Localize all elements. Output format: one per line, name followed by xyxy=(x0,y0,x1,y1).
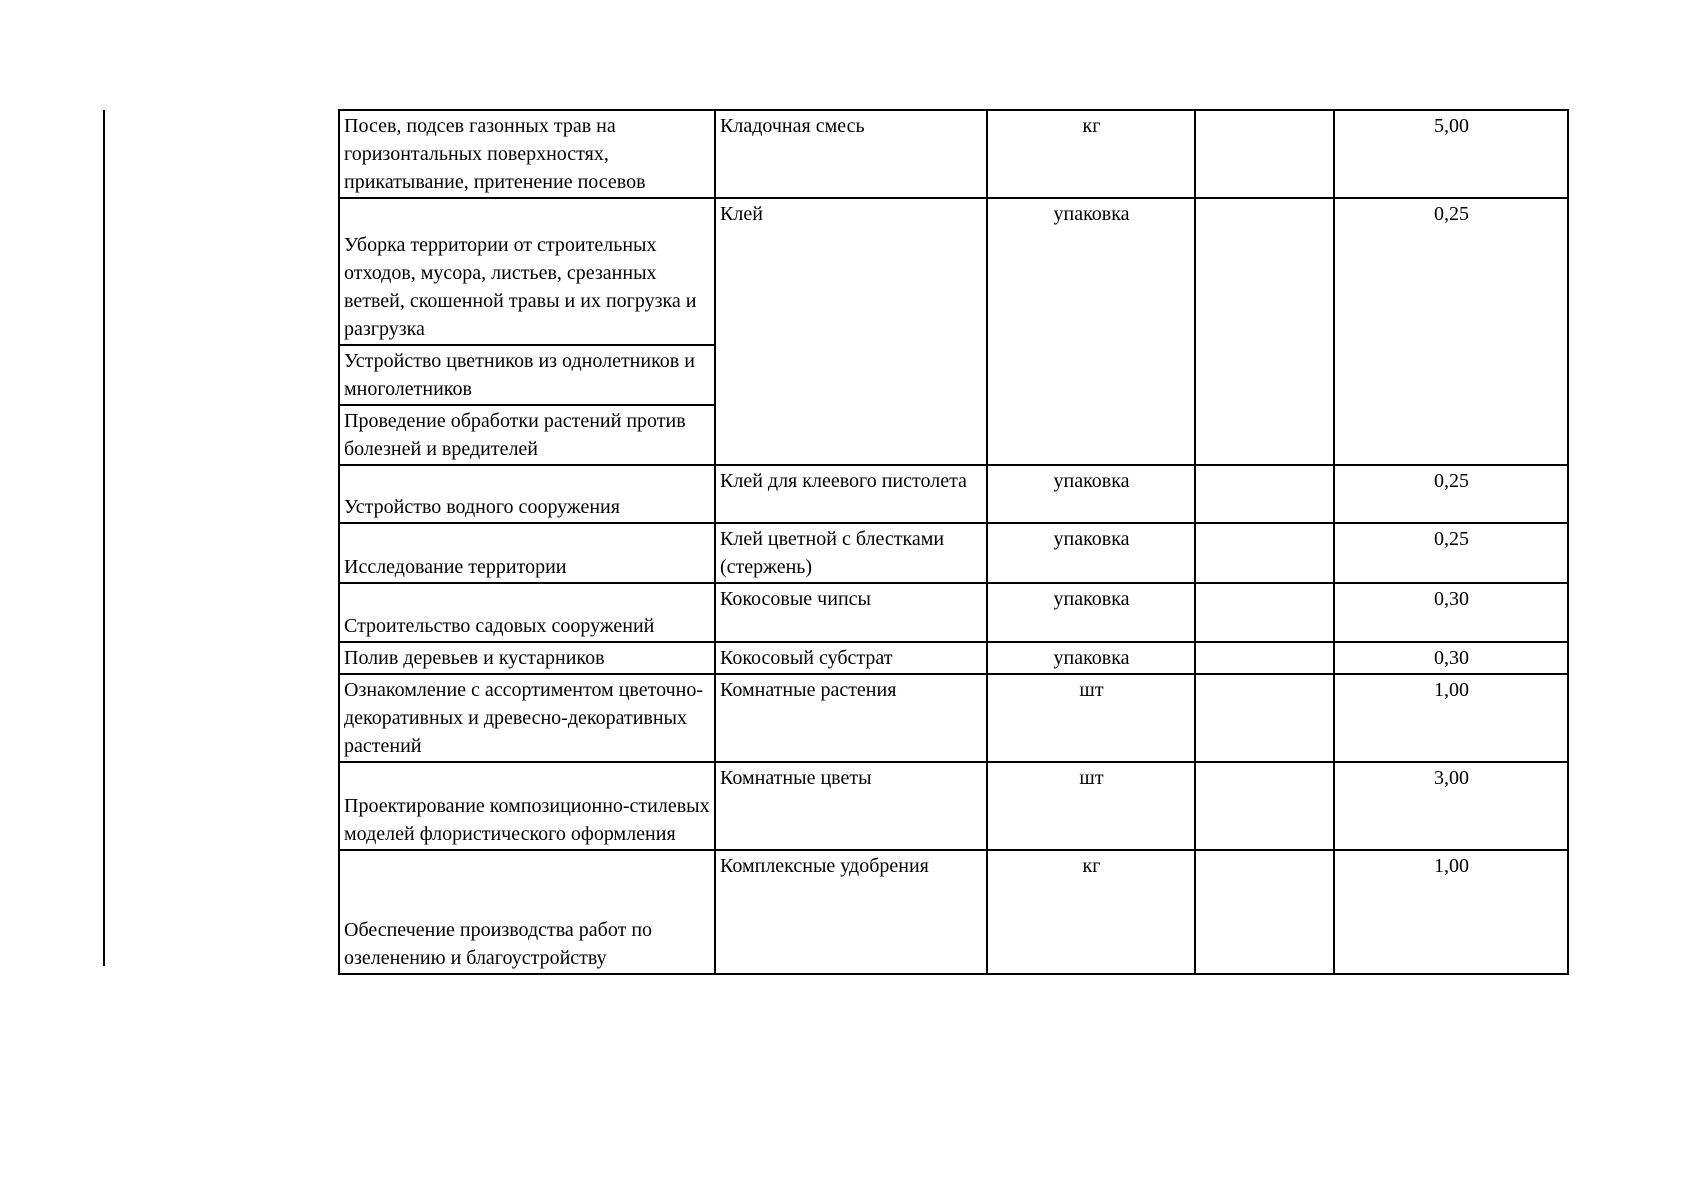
quantity-cell: 3,00 xyxy=(1334,762,1568,850)
left-margin-line xyxy=(103,110,105,966)
work-cell: Проведение обработки растений против болезней и вредителей xyxy=(339,405,715,465)
table-row xyxy=(339,583,1568,642)
table-row xyxy=(339,198,1568,345)
quantity-cell: 0,30 xyxy=(1334,642,1568,674)
work-cell: Обеспечение производства работ по озеленению и благоустройству xyxy=(339,850,715,974)
work-cell: Строительство садовых сооружений xyxy=(339,583,715,642)
unit-cell: шт xyxy=(987,674,1195,762)
unit-cell: упаковка xyxy=(987,523,1195,583)
work-cell: Посев, подсев газонных трав на горизонтальных поверхностях, прикатывание, притенение посевов xyxy=(339,110,715,198)
material-cell: Клей xyxy=(715,198,987,465)
table-row xyxy=(339,523,1568,583)
work-cell: Уборка территории от строительных отходов, мусора, листьев, срезанных ветвей, скошенной травы и их погрузка и разгрузка xyxy=(339,198,715,345)
material-cell: Кладочная смесь xyxy=(715,110,987,198)
unit-cell: упаковка xyxy=(987,465,1195,523)
unit-cell: кг xyxy=(987,850,1195,974)
empty-cell xyxy=(1195,110,1334,198)
empty-cell xyxy=(1195,642,1334,674)
work-cell: Устройство цветников из однолетников и многолетников xyxy=(339,345,715,405)
materials-table xyxy=(338,109,1569,975)
table-row xyxy=(339,465,1568,523)
quantity-cell: 0,25 xyxy=(1334,198,1568,465)
empty-cell xyxy=(1195,198,1334,465)
table-row xyxy=(339,110,1568,198)
unit-cell: упаковка xyxy=(987,583,1195,642)
empty-cell xyxy=(1195,465,1334,523)
quantity-cell: 0,30 xyxy=(1334,583,1568,642)
table-row xyxy=(339,762,1568,850)
quantity-cell: 0,25 xyxy=(1334,523,1568,583)
empty-cell xyxy=(1195,583,1334,642)
work-cell: Полив деревьев и кустарников xyxy=(339,642,715,674)
empty-cell xyxy=(1195,523,1334,583)
table-row xyxy=(339,642,1568,674)
quantity-cell: 5,00 xyxy=(1334,110,1568,198)
material-cell: Комплексные удобрения xyxy=(715,850,987,974)
unit-cell: шт xyxy=(987,762,1195,850)
unit-cell: кг xyxy=(987,110,1195,198)
unit-cell: упаковка xyxy=(987,198,1195,465)
empty-cell xyxy=(1195,850,1334,974)
material-cell: Клей цветной с блестками (стержень) xyxy=(715,523,987,583)
work-cell: Ознакомление с ассортиментом цветочно-декоративных и древесно-декоративных растений xyxy=(339,674,715,762)
table-row xyxy=(339,674,1568,762)
quantity-cell: 1,00 xyxy=(1334,674,1568,762)
quantity-cell: 0,25 xyxy=(1334,465,1568,523)
table-row xyxy=(339,850,1568,974)
work-cell: Исследование территории xyxy=(339,523,715,583)
material-cell: Кокосовые чипсы xyxy=(715,583,987,642)
material-cell: Комнатные растения xyxy=(715,674,987,762)
material-cell: Комнатные цветы xyxy=(715,762,987,850)
empty-cell xyxy=(1195,762,1334,850)
material-cell: Клей для клеевого пистолета xyxy=(715,465,987,523)
work-cell: Устройство водного сооружения xyxy=(339,465,715,523)
work-cell: Проектирование композиционно-стилевых моделей флористического оформления xyxy=(339,762,715,850)
quantity-cell: 1,00 xyxy=(1334,850,1568,974)
unit-cell: упаковка xyxy=(987,642,1195,674)
material-cell: Кокосовый субстрат xyxy=(715,642,987,674)
empty-cell xyxy=(1195,674,1334,762)
